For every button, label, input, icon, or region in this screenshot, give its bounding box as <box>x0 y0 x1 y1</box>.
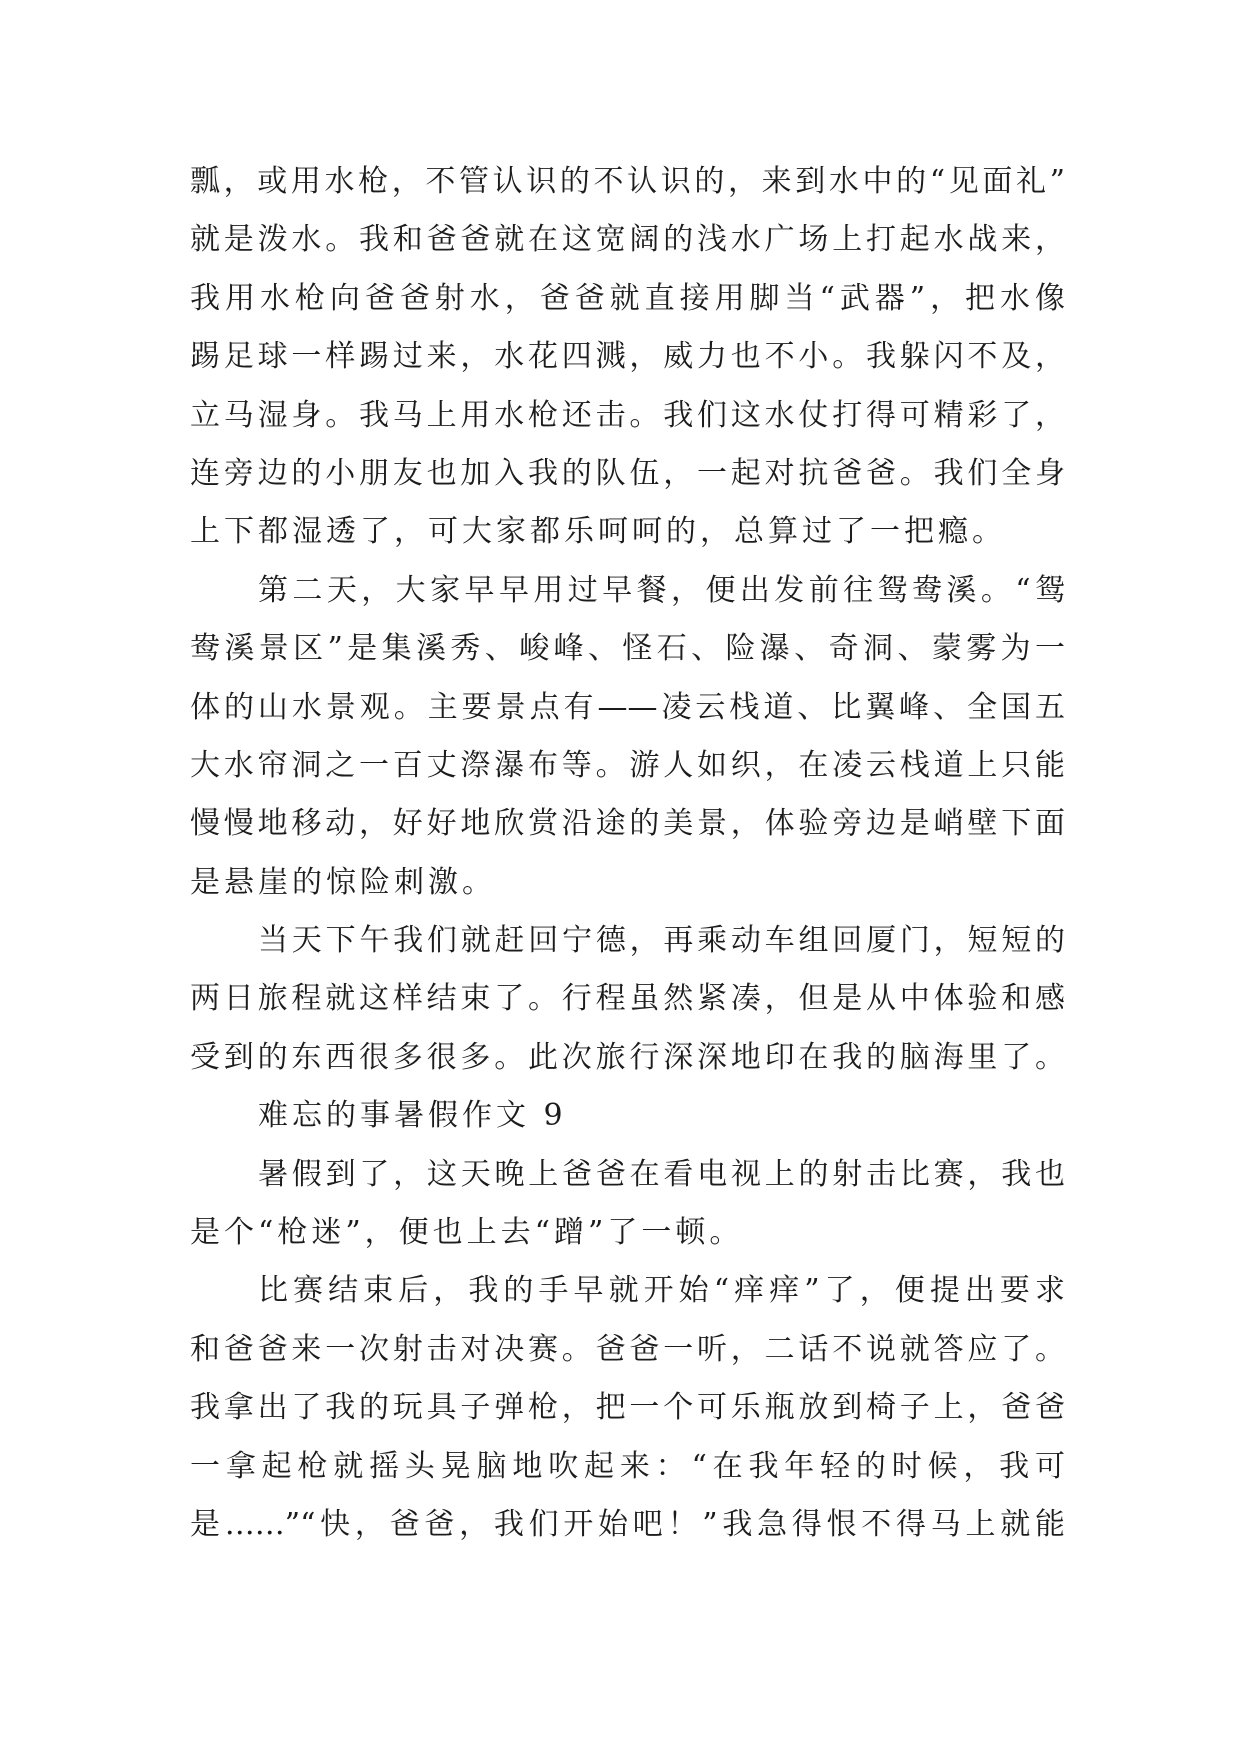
paragraph-return-trip <box>190 912 1065 1087</box>
text-line: 我拿出了我的玩具子弹枪，把一个可乐瓶放到椅子上，爸爸 <box>190 1390 1065 1426</box>
text-line: 连旁边的小朋友也加入我的队伍，一起对抗爸爸。我们全身 <box>190 455 1065 491</box>
text-line: 比赛结束后，我的手早就开始“痒痒”了，便提出要求 <box>258 1273 1065 1309</box>
paragraph-water-fight <box>190 153 1065 562</box>
paragraph-shooting-contest <box>190 1262 1065 1554</box>
text-line: 是个“枪迷”，便也上去“蹭”了一顿。 <box>190 1215 744 1251</box>
text-line: 第二天，大家早早用过早餐，便出发前往鸳鸯溪。“鸳 <box>258 572 1065 608</box>
text-line: 立马湿身。我马上用水枪还击。我们这水仗打得可精彩了， <box>190 397 1065 433</box>
text-line: 我用水枪向爸爸射水，爸爸就直接用脚当“武器”，把水像 <box>190 280 1065 316</box>
text-line: 大水帘洞之一百丈漈瀑布等。游人如织，在凌云栈道上只能 <box>190 747 1065 783</box>
text-line: 暑假到了，这天晚上爸爸在看电视上的射击比赛，我也 <box>258 1156 1065 1192</box>
text-line: 两日旅程就这样结束了。行程虽然紧凑，但是从中体验和感 <box>190 981 1065 1017</box>
essay-title: 难忘的事暑假作文 9 <box>258 1098 567 1134</box>
section-heading <box>190 1087 1065 1145</box>
text-line: 当天下午我们就赶回宁德，再乘动车组回厦门，短短的 <box>258 923 1065 959</box>
text-line: 上下都湿透了，可大家都乐呵呵的，总算过了一把瘾。 <box>190 514 1006 550</box>
text-line: 和爸爸来一次射击对决赛。爸爸一听，二话不说就答应了。 <box>190 1331 1065 1367</box>
text-line: 一拿起枪就摇头晃脑地吹起来：“在我年轻的时候，我可 <box>190 1448 1065 1484</box>
text-line: 就是泼水。我和爸爸就在这宽阔的浅水广场上打起水战来， <box>190 222 1065 258</box>
paragraph-yuanyang-creek <box>190 562 1065 912</box>
text-line: 是悬崖的惊险刺激。 <box>190 864 496 900</box>
text-line: 是……”“快，爸爸，我们开始吧！”我急得恨不得马上就能 <box>190 1506 1065 1542</box>
text-line: 瓢，或用水枪，不管认识的不认识的，来到水中的“见面礼” <box>190 164 1065 199</box>
text-line: 慢慢地移动，好好地欣赏沿途的美景，体验旁边是峭壁下面 <box>190 806 1065 842</box>
text-line: 踢足球一样踢过来，水花四溅，威力也不小。我躲闪不及， <box>190 339 1065 375</box>
document-body <box>190 153 1065 1554</box>
paragraph-summer-tv <box>190 1146 1065 1263</box>
text-line: 鸯溪景区”是集溪秀、峻峰、怪石、险瀑、奇洞、蒙雾为一 <box>190 631 1065 667</box>
text-line: 体的山水景观。主要景点有——凌云栈道、比翼峰、全国五 <box>190 689 1065 725</box>
text-line: 受到的东西很多很多。此次旅行深深地印在我的脑海里了。 <box>190 1039 1065 1075</box>
